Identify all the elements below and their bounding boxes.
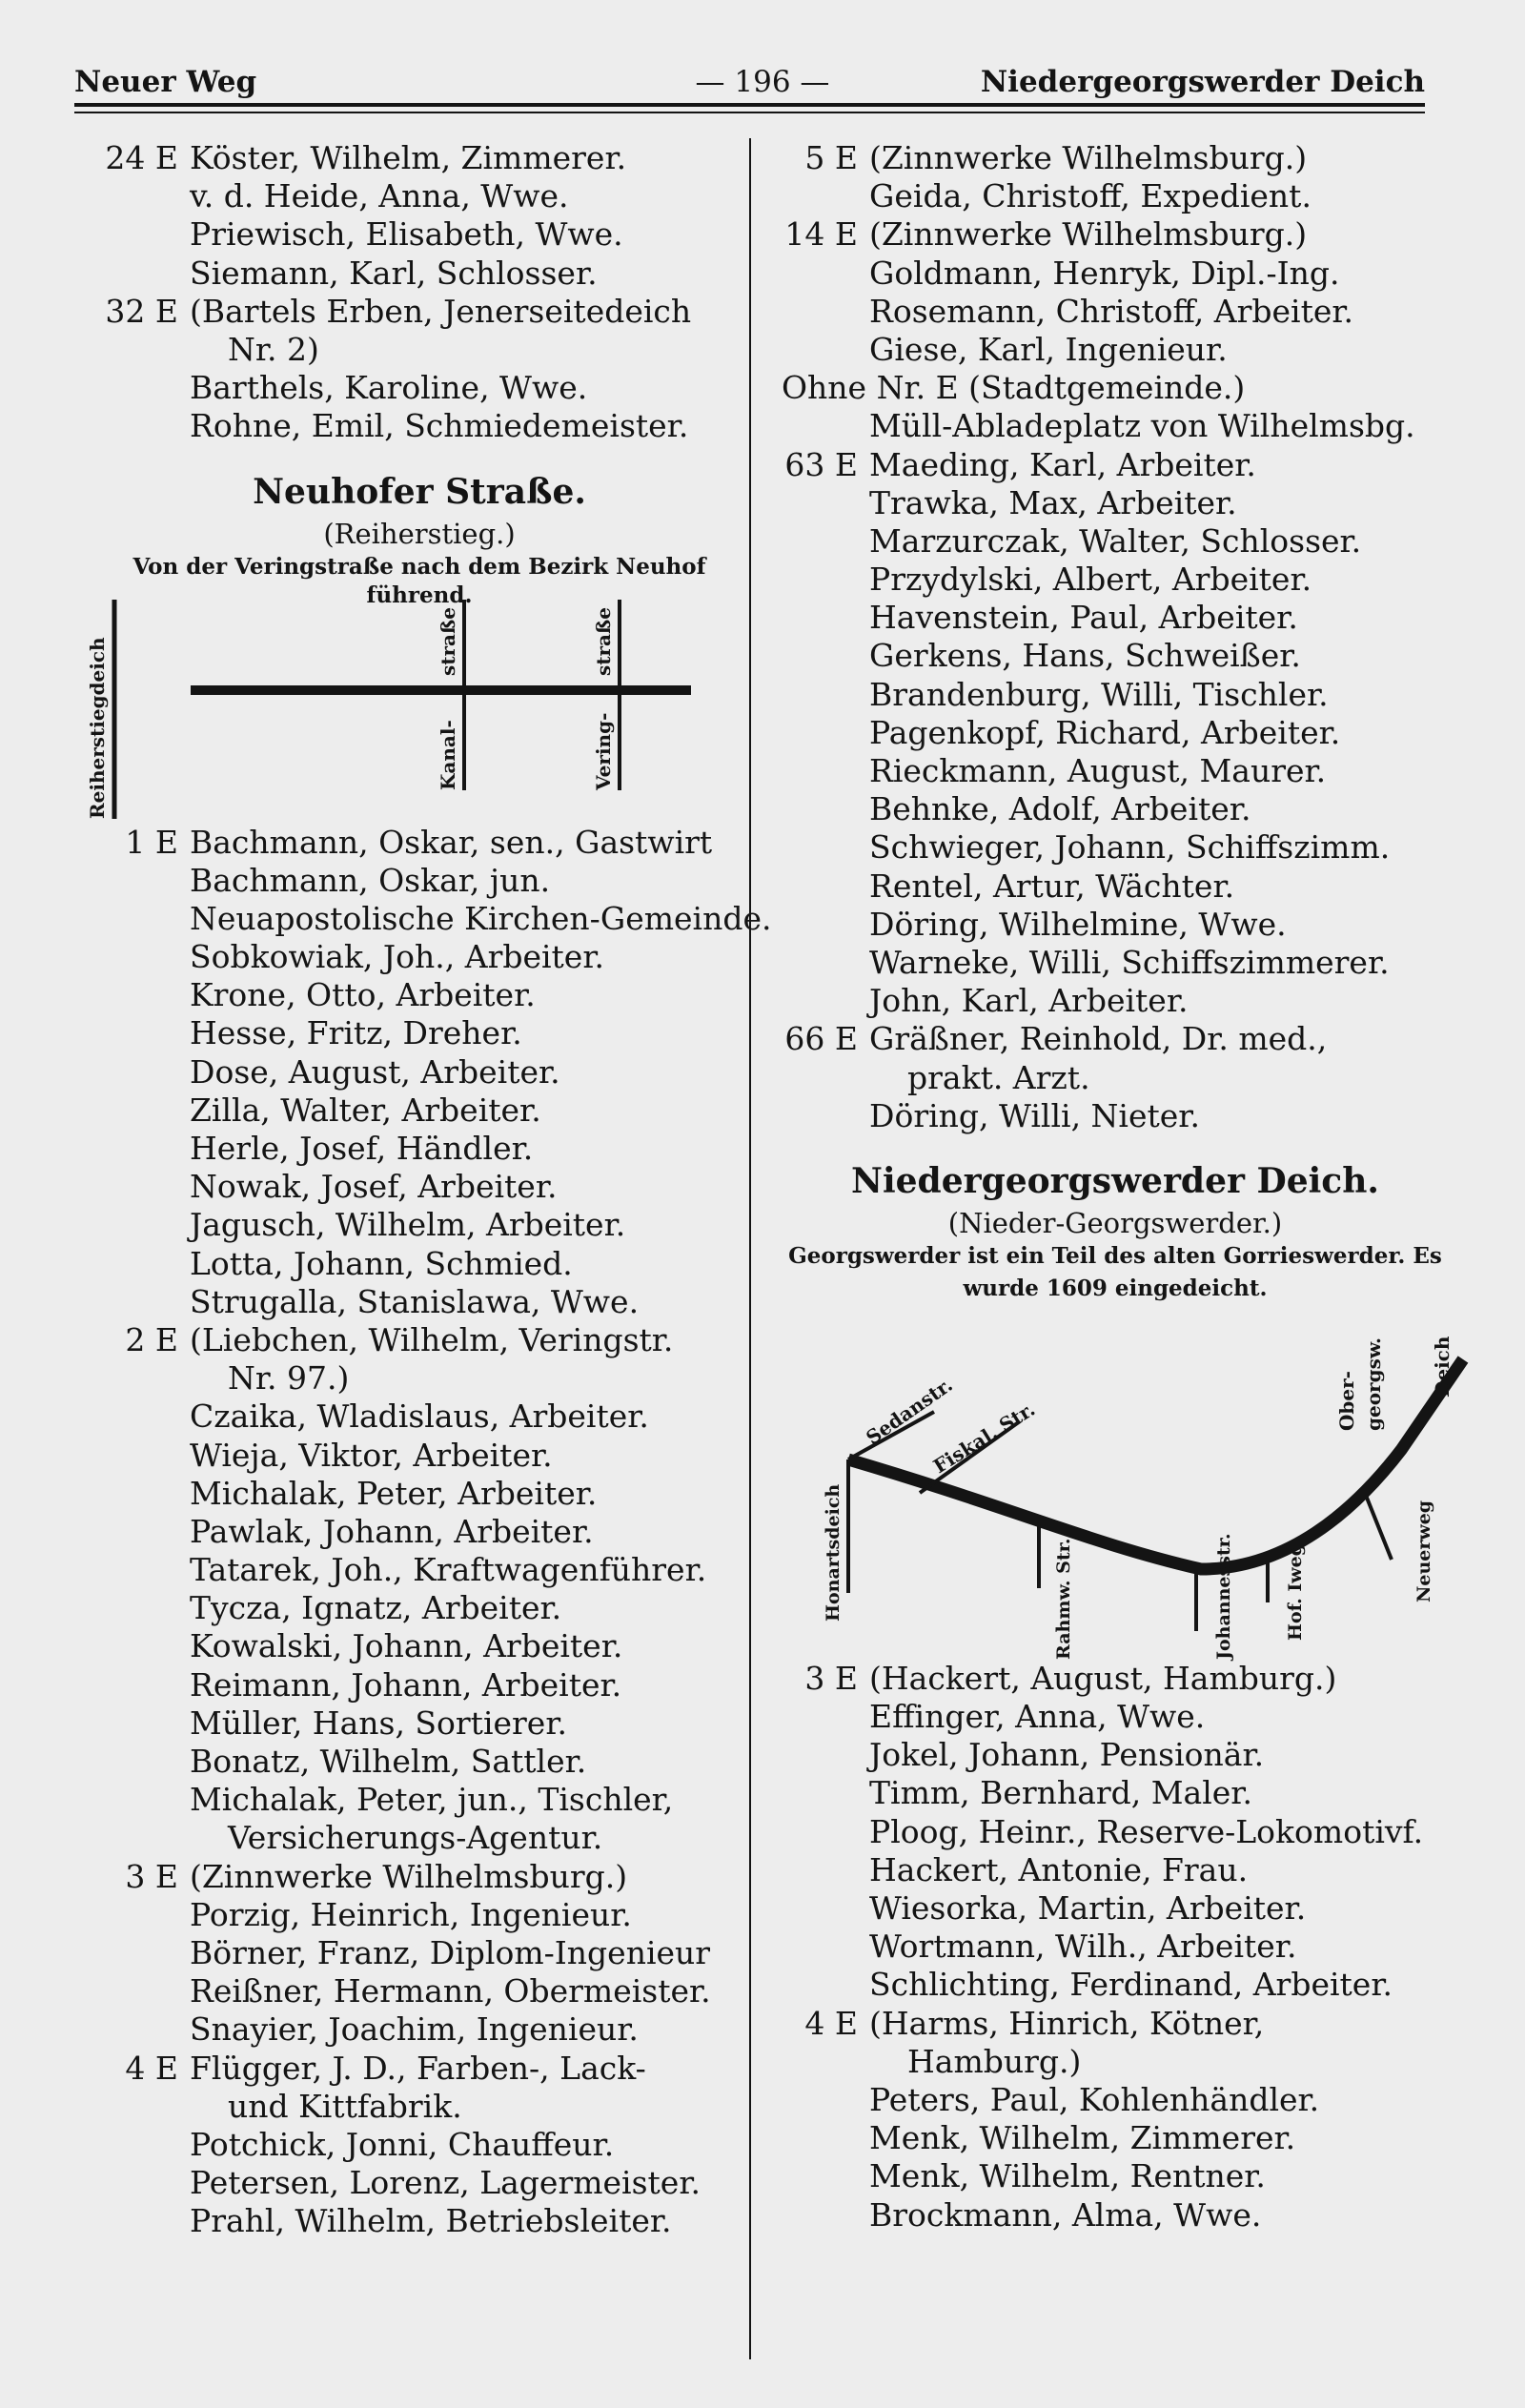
left-column bbox=[86, 139, 772, 2240]
directory-entry bbox=[91, 331, 748, 369]
directory-entry bbox=[782, 1097, 1449, 1135]
map-label-ober-1: Ober- bbox=[1335, 1370, 1358, 1431]
directory-entry bbox=[91, 1014, 748, 1052]
house-number: 66 E bbox=[784, 1020, 858, 1058]
entry-text: Rentel, Artur, Wächter. bbox=[869, 867, 1235, 905]
entry-text: Marzurczak, Walter, Schlosser. bbox=[869, 521, 1362, 560]
entry-text: Jokel, Johann, Pensionär. bbox=[869, 1736, 1265, 1774]
directory-entry bbox=[91, 139, 748, 177]
entry-text: Warneke, Willi, Schiffszimmerer. bbox=[869, 943, 1390, 981]
directory-entry bbox=[91, 1743, 748, 1781]
directory-entry bbox=[91, 1475, 748, 1513]
directory-entry bbox=[91, 1053, 748, 1092]
directory-entry bbox=[782, 484, 1449, 522]
directory-entry bbox=[91, 369, 748, 407]
street-map-neuhofer bbox=[86, 585, 748, 824]
entry-text: Pawlak, Johann, Arbeiter. bbox=[190, 1512, 594, 1550]
left-entries-top bbox=[91, 139, 748, 446]
entry-text: Rohne, Emil, Schmiedemeister. bbox=[190, 407, 689, 445]
directory-entry bbox=[91, 1896, 748, 1934]
directory-entry bbox=[782, 944, 1449, 982]
entry-text: Hamburg.) bbox=[907, 2042, 1082, 2080]
directory-entry bbox=[782, 139, 1449, 177]
house-number: 4 E bbox=[804, 2004, 858, 2042]
map-neuerweg-line bbox=[1363, 1488, 1392, 1560]
directory-entry bbox=[91, 1551, 748, 1589]
directory-entry bbox=[782, 790, 1449, 828]
directory-entry bbox=[91, 824, 748, 862]
entry-text: Hesse, Fritz, Dreher. bbox=[190, 1014, 522, 1052]
entry-text: Börner, Franz, Diplom-Ingenieur bbox=[190, 1933, 711, 1971]
entry-text: Jagusch, Wilhelm, Arbeiter. bbox=[190, 1206, 626, 1244]
directory-entry bbox=[782, 1774, 1449, 1812]
directory-entry bbox=[91, 1168, 748, 1206]
entry-text: Hackert, Antonie, Frau. bbox=[869, 1850, 1249, 1888]
directory-entry bbox=[91, 1092, 748, 1130]
directory-entry bbox=[782, 215, 1449, 254]
directory-entry bbox=[91, 2164, 748, 2202]
entry-text: Bachmann, Oskar, jun. bbox=[190, 861, 551, 899]
entry-text: v. d. Heide, Anna, Wwe. bbox=[190, 177, 569, 215]
entry-text: Zilla, Walter, Arbeiter. bbox=[190, 1091, 541, 1129]
directory-entry bbox=[782, 1966, 1449, 2004]
directory-entry bbox=[91, 2010, 748, 2049]
directory-entry bbox=[782, 177, 1449, 215]
directory-entry bbox=[782, 1889, 1449, 1928]
header-left-street: Neuer Weg bbox=[74, 65, 257, 99]
street-description-line1: Georgswerder ist ein Teil des alten Gorrieswerder. Es bbox=[788, 1242, 1442, 1269]
map-label-honartsdeich: Honartsdeich bbox=[823, 1483, 844, 1622]
entry-text: Ploog, Heinr., Reserve-Lokomotivf. bbox=[869, 1812, 1424, 1850]
right-entries-top bbox=[782, 139, 1449, 1135]
directory-entry bbox=[782, 1020, 1449, 1058]
entry-text: (Zinnwerke Wilhelmsburg.) bbox=[869, 215, 1308, 254]
entry-text: Wieja, Viktor, Arbeiter. bbox=[190, 1436, 553, 1474]
entry-text: Müll-Abladeplatz von Wilhelmsbg. bbox=[869, 407, 1415, 445]
entry-text: Bonatz, Wilhelm, Sattler. bbox=[190, 1743, 587, 1780]
directory-entry bbox=[91, 293, 748, 331]
entry-text: Siemann, Karl, Schlosser. bbox=[190, 254, 598, 292]
directory-entry bbox=[782, 1660, 1449, 1698]
directory-entry bbox=[782, 1059, 1449, 1097]
entry-text: Döring, Willi, Nieter. bbox=[869, 1096, 1200, 1134]
entry-text: Giese, Karl, Ingenieur. bbox=[869, 330, 1228, 368]
header-rule-thick bbox=[74, 103, 1425, 107]
map-label-reiherstieg: Reiherstiegdeich bbox=[86, 636, 109, 819]
house-number: 24 E bbox=[105, 139, 178, 176]
entry-text: John, Karl, Arbeiter. bbox=[869, 982, 1189, 1020]
entry-text: Reimann, Johann, Arbeiter. bbox=[190, 1665, 622, 1704]
directory-entry bbox=[91, 1858, 748, 1896]
street-title-neuhofer: Neuhofer Straße. bbox=[253, 471, 586, 512]
directory-entry bbox=[91, 2126, 748, 2164]
entry-text: Michalak, Peter, Arbeiter. bbox=[190, 1474, 598, 1512]
entry-text: Peters, Paul, Kohlenhändler. bbox=[869, 2080, 1320, 2118]
entry-text: Bachmann, Oskar, sen., Gastwirt bbox=[190, 823, 713, 861]
directory-entry bbox=[782, 714, 1449, 752]
directory-entry bbox=[782, 369, 1449, 407]
entry-text: Behnke, Adolf, Arbeiter. bbox=[869, 790, 1251, 828]
directory-entry bbox=[782, 867, 1449, 906]
directory-entry bbox=[91, 1283, 748, 1321]
directory-entry bbox=[782, 1698, 1449, 1736]
directory-entry bbox=[782, 637, 1449, 675]
entry-text: (Zinnwerke Wilhelmsburg.) bbox=[869, 139, 1308, 176]
directory-entry bbox=[91, 1398, 748, 1436]
entry-text: Menk, Wilhelm, Zimmerer. bbox=[869, 2119, 1296, 2157]
entry-text: Czaika, Wladislaus, Arbeiter. bbox=[190, 1398, 649, 1436]
directory-entry bbox=[91, 1666, 748, 1704]
directory-entry bbox=[91, 1781, 748, 1819]
entry-text: Köster, Wilhelm, Zimmerer. bbox=[190, 139, 627, 176]
entry-text: Neuapostolische Kirchen-Gemeinde. bbox=[190, 899, 772, 937]
entry-text: Krone, Otto, Arbeiter. bbox=[190, 976, 536, 1014]
directory-entry bbox=[91, 1245, 748, 1283]
entry-text: Dose, August, Arbeiter. bbox=[190, 1052, 560, 1091]
street-subtitle-niedergeorgswerder: (Nieder-Georgswerder.) bbox=[947, 1206, 1283, 1239]
entry-text: Brandenburg, Willi, Tischler. bbox=[869, 675, 1329, 713]
right-column bbox=[782, 139, 1454, 2235]
house-number: 5 E bbox=[804, 139, 858, 176]
map-label-fiskal: Fiskal. Str. bbox=[928, 1397, 1040, 1479]
entry-text: Lotta, Johann, Schmied. bbox=[190, 1244, 573, 1282]
entry-text: Schwieger, Johann, Schiffszimm. bbox=[869, 828, 1391, 867]
entry-text: Petersen, Lorenz, Lagermeister. bbox=[190, 2164, 701, 2202]
entry-text: Reißner, Hermann, Obermeister. bbox=[190, 1972, 711, 2010]
entry-text: (Hackert, August, Hamburg.) bbox=[869, 1659, 1337, 1697]
directory-entry bbox=[782, 293, 1449, 331]
map-label-vering-bottom: Vering- bbox=[592, 712, 615, 790]
directory-entry bbox=[782, 2005, 1449, 2043]
entry-text: Effinger, Anna, Wwe. bbox=[869, 1698, 1206, 1736]
map-label-hofweg: Hof. Iweg bbox=[1285, 1542, 1306, 1641]
map-label-johannesstr: Johannesstr. bbox=[1213, 1533, 1234, 1660]
directory-entry bbox=[91, 938, 748, 976]
entry-text: Snayier, Joachim, Ingenieur. bbox=[190, 2010, 639, 2049]
directory-entry bbox=[91, 976, 748, 1014]
directory-entry bbox=[782, 2196, 1449, 2235]
directory-entry bbox=[91, 1359, 748, 1398]
entry-text: Versicherungs-Agentur. bbox=[228, 1819, 603, 1857]
entry-text: Herle, Josef, Händler. bbox=[190, 1130, 534, 1167]
map-label-deich: Deich bbox=[1431, 1336, 1454, 1398]
house-number: 1 E bbox=[125, 823, 178, 861]
entry-text: Tycza, Ignatz, Arbeiter. bbox=[190, 1589, 562, 1627]
entry-text: Müller, Hans, Sortierer. bbox=[190, 1704, 567, 1742]
map-label-rahmw: Rahmw. Str. bbox=[1053, 1538, 1074, 1660]
directory-entry bbox=[91, 2202, 748, 2240]
map-label-vering-top: straße bbox=[592, 606, 615, 676]
directory-entry bbox=[782, 599, 1449, 637]
directory-entry bbox=[782, 1736, 1449, 1774]
directory-entry bbox=[782, 752, 1449, 790]
entry-text: Brockmann, Alma, Wwe. bbox=[869, 2195, 1262, 2234]
entry-text: Michalak, Peter, jun., Tischler, bbox=[190, 1781, 674, 1819]
entry-text: Flügger, J. D., Farben-, Lack- bbox=[190, 2049, 646, 2087]
entry-text: Prahl, Wilhelm, Betriebsleiter. bbox=[190, 2202, 672, 2240]
entry-text: prakt. Arzt. bbox=[907, 1058, 1090, 1096]
house-number: 14 E bbox=[784, 215, 858, 254]
directory-entry bbox=[782, 561, 1449, 599]
entry-text: Trawka, Max, Arbeiter. bbox=[869, 483, 1237, 521]
directory-entry bbox=[91, 862, 748, 900]
directory-entry bbox=[782, 982, 1449, 1020]
directory-entry bbox=[782, 1851, 1449, 1889]
entry-text: Pagenkopf, Richard, Arbeiter. bbox=[869, 713, 1341, 751]
street-description-line2: wurde 1609 eingedeicht. bbox=[963, 1275, 1268, 1301]
directory-entry bbox=[91, 1321, 748, 1359]
map-label-sedanstr: Sedanstr. bbox=[862, 1373, 957, 1449]
entry-text: Goldmann, Henryk, Dipl.-Ing. bbox=[869, 254, 1340, 292]
map-label-neuerweg: Neuerweg bbox=[1413, 1500, 1434, 1602]
entry-text: Nowak, Josef, Arbeiter. bbox=[190, 1168, 558, 1206]
street-subtitle-neuhofer: (Reiherstieg.) bbox=[323, 517, 516, 550]
entry-text: und Kittfabrik. bbox=[228, 2087, 462, 2125]
directory-entry bbox=[91, 215, 748, 254]
entry-text: Schlichting, Ferdinand, Arbeiter. bbox=[869, 1966, 1393, 2004]
entry-text: Wiesorka, Martin, Arbeiter. bbox=[869, 1889, 1307, 1927]
house-number: 63 E bbox=[784, 445, 858, 483]
entry-text: Timm, Bernhard, Maler. bbox=[869, 1774, 1252, 1812]
entry-text: Rosemann, Christoff, Arbeiter. bbox=[869, 292, 1354, 330]
page-number: — 196 — bbox=[695, 65, 830, 99]
entry-text: Nr. 97.) bbox=[228, 1359, 350, 1398]
entry-text: Porzig, Heinrich, Ingenieur. bbox=[190, 1895, 632, 1933]
directory-entry bbox=[91, 2050, 748, 2088]
street-description-neuhofer: Von der Veringstraße nach dem Bezirk Neuhof führend. bbox=[132, 553, 706, 608]
entry-text: Wortmann, Wilh., Arbeiter. bbox=[869, 1928, 1297, 1966]
house-number: 3 E bbox=[804, 1659, 858, 1697]
map-label-kanal-bottom: Kanal- bbox=[437, 719, 459, 790]
entry-text: Döring, Wilhelmine, Wwe. bbox=[869, 905, 1287, 943]
entry-text: Przydylski, Albert, Arbeiter. bbox=[869, 561, 1312, 599]
directory-entry bbox=[782, 2119, 1449, 2157]
header-rule-thin bbox=[74, 112, 1425, 113]
entry-text: Gräßner, Reinhold, Dr. med., bbox=[869, 1020, 1328, 1058]
house-number: 4 E bbox=[125, 2049, 178, 2087]
entry-text: Tatarek, Joh., Kraftwagenführer. bbox=[190, 1551, 707, 1589]
entry-text: Kowalski, Johann, Arbeiter. bbox=[190, 1627, 623, 1665]
directory-entry bbox=[782, 407, 1449, 445]
directory-entry bbox=[782, 255, 1449, 293]
entry-text: Priewisch, Elisabeth, Wwe. bbox=[190, 215, 623, 254]
directory-entry bbox=[91, 1704, 748, 1743]
entry-text: (Zinnwerke Wilhelmsburg.) bbox=[190, 1857, 628, 1895]
directory-entry bbox=[782, 2081, 1449, 2119]
header-right-street: Niedergeorgswerder Deich bbox=[980, 65, 1425, 99]
directory-entry bbox=[782, 2157, 1449, 2195]
directory-entry bbox=[91, 1130, 748, 1168]
directory-entry bbox=[91, 177, 748, 215]
entry-text: Sobkowiak, Joh., Arbeiter. bbox=[190, 938, 604, 976]
entry-text: Menk, Wilhelm, Rentner. bbox=[869, 2157, 1266, 2195]
directory-entry bbox=[91, 2088, 748, 2126]
directory-entry bbox=[91, 407, 748, 445]
directory-entry bbox=[91, 1972, 748, 2010]
house-number: 32 E bbox=[105, 292, 178, 330]
entry-text: Geida, Christoff, Expedient. bbox=[869, 177, 1312, 215]
entry-text: (Bartels Erben, Jenerseitedeich bbox=[190, 292, 692, 330]
directory-entry bbox=[91, 1819, 748, 1857]
directory-entry bbox=[91, 1934, 748, 1972]
directory-entry bbox=[782, 676, 1449, 714]
entry-text: Nr. 2) bbox=[228, 330, 319, 368]
house-number: 3 E bbox=[125, 1857, 178, 1895]
map-label-ober-2: georgsw. bbox=[1362, 1337, 1385, 1431]
directory-entry bbox=[782, 446, 1449, 484]
directory-entry bbox=[91, 1589, 748, 1627]
directory-entry bbox=[91, 1513, 748, 1551]
column-divider bbox=[749, 138, 751, 2359]
directory-entry bbox=[91, 899, 772, 938]
entry-text: Barthels, Karoline, Wwe. bbox=[190, 369, 588, 407]
directory-entry bbox=[782, 828, 1449, 867]
entry-text: Ohne Nr. E (Stadtgemeinde.) bbox=[782, 369, 1246, 407]
street-title-niedergeorgswerder: Niedergeorgswerder Deich. bbox=[851, 1160, 1379, 1201]
directory-entry bbox=[782, 2043, 1449, 2081]
directory-entry bbox=[91, 255, 748, 293]
directory-entry bbox=[782, 1928, 1449, 1966]
directory-entry bbox=[782, 522, 1449, 561]
entry-text: (Harms, Hinrich, Kötner, bbox=[869, 2004, 1265, 2042]
directory-entry bbox=[782, 1813, 1449, 1851]
house-number: 2 E bbox=[125, 1320, 178, 1358]
directory-entry bbox=[91, 1206, 748, 1244]
entry-text: Havenstein, Paul, Arbeiter. bbox=[869, 599, 1298, 637]
directory-entry bbox=[782, 906, 1449, 944]
directory-entry bbox=[782, 331, 1449, 369]
directory-entry bbox=[91, 1437, 748, 1475]
entry-text: (Liebchen, Wilhelm, Veringstr. bbox=[190, 1320, 674, 1358]
entry-text: Strugalla, Stanislawa, Wwe. bbox=[190, 1282, 640, 1320]
entry-text: Gerkens, Hans, Schweißer. bbox=[869, 637, 1301, 675]
entry-text: Potchick, Jonni, Chauffeur. bbox=[190, 2125, 615, 2163]
right-entries-bottom bbox=[782, 1660, 1449, 2235]
left-entries-bottom bbox=[91, 823, 772, 2241]
directory-entry bbox=[91, 1627, 748, 1665]
street-map-niedergeorgswerder bbox=[782, 1307, 1454, 1660]
map-label-kanal-top: straße bbox=[437, 606, 459, 676]
entry-text: Rieckmann, August, Maurer. bbox=[869, 752, 1327, 789]
entry-text: Maeding, Karl, Arbeiter. bbox=[869, 445, 1256, 483]
